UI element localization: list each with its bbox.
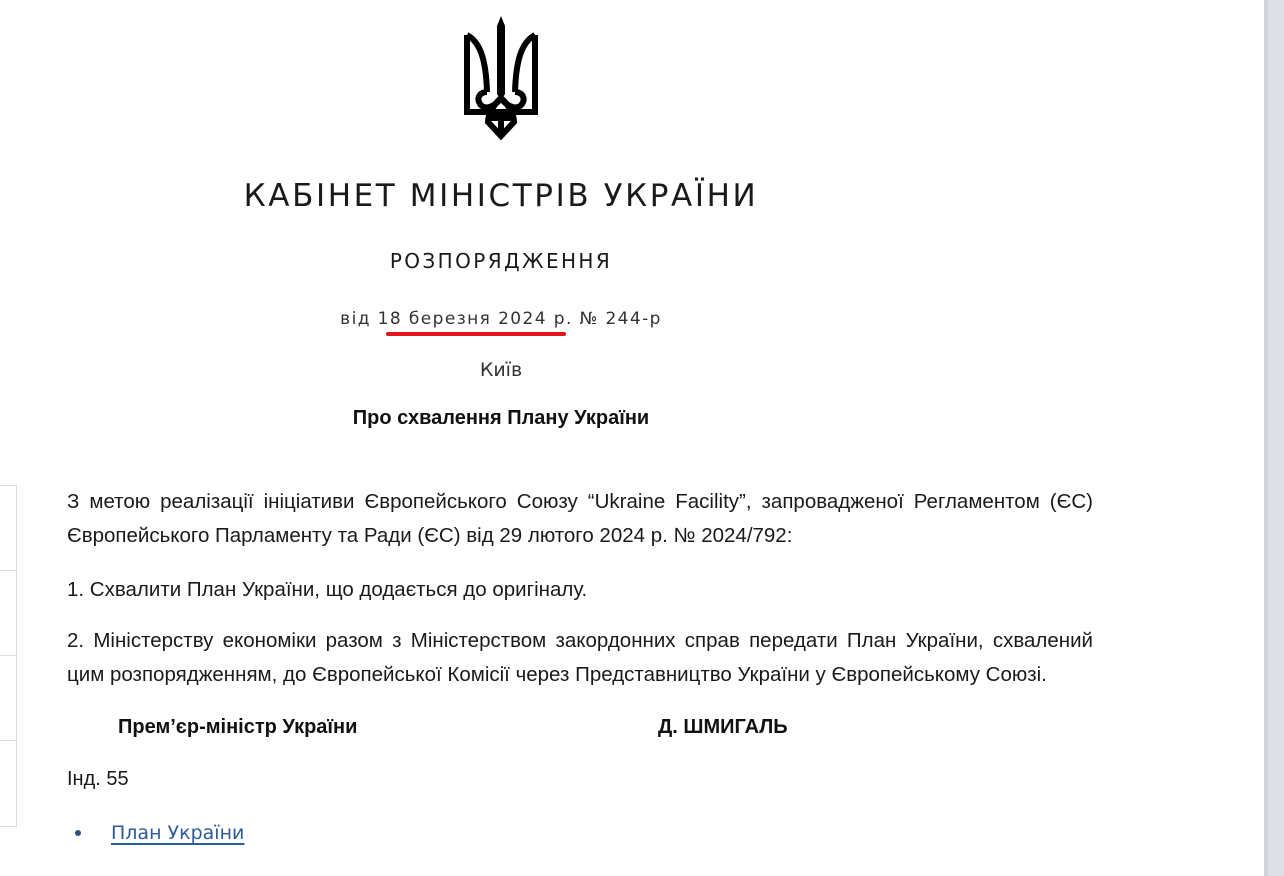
red-underline-annotation [386, 332, 566, 336]
signature-block [0, 711, 1100, 745]
document-type: РОЗПОРЯДЖЕННЯ [389, 249, 613, 273]
attachments-list [67, 816, 244, 850]
item-2-paragraph: 2. Міністерству економіки разом з Міністерством закордонних справ передати План України, схвалений цим розпорядженням, до Європейської Комісії через Представництво України у Європейському Союзі. [67, 629, 1093, 686]
side-panel-cell[interactable] [0, 571, 16, 656]
attachment-item [67, 816, 244, 850]
organization-title: КАБІНЕТ МІНІСТРІВ УКРАЇНИ [243, 178, 759, 214]
bullet-icon [75, 830, 81, 836]
document-subject: Про схвалення Плану України [352, 407, 650, 429]
item-1-paragraph: 1. Схвалити План України, що додається до оригіналу. [67, 578, 588, 601]
signatory-title: Прем’єр-міністр України [118, 716, 358, 738]
vertical-scrollbar[interactable] [1264, 0, 1284, 876]
document-date-line [0, 309, 1002, 329]
side-panel-cell[interactable] [0, 486, 16, 571]
document-number: № 244-р [579, 309, 662, 329]
trident-icon [462, 14, 540, 140]
index-number: Інд. 55 [67, 768, 129, 790]
date-prefix: від [340, 309, 371, 329]
intro-paragraph: З метою реалізації ініціативи Європейського Союзу “Ukraine Facility”, запровадженої Регламентом (ЄС) Європейського Парламенту та Ради (ЄС) від 29 лютого 2024 р. № 2024/792: [67, 490, 1093, 547]
signatory-name: Д. ШМИГАЛЬ [658, 716, 788, 738]
document-date: 18 березня 2024 р. [377, 309, 573, 329]
side-panel-cell[interactable] [0, 741, 16, 826]
side-panel [0, 485, 17, 827]
document-city: Київ [479, 359, 523, 381]
attachment-link-ukraine-plan[interactable]: План України [111, 822, 245, 844]
